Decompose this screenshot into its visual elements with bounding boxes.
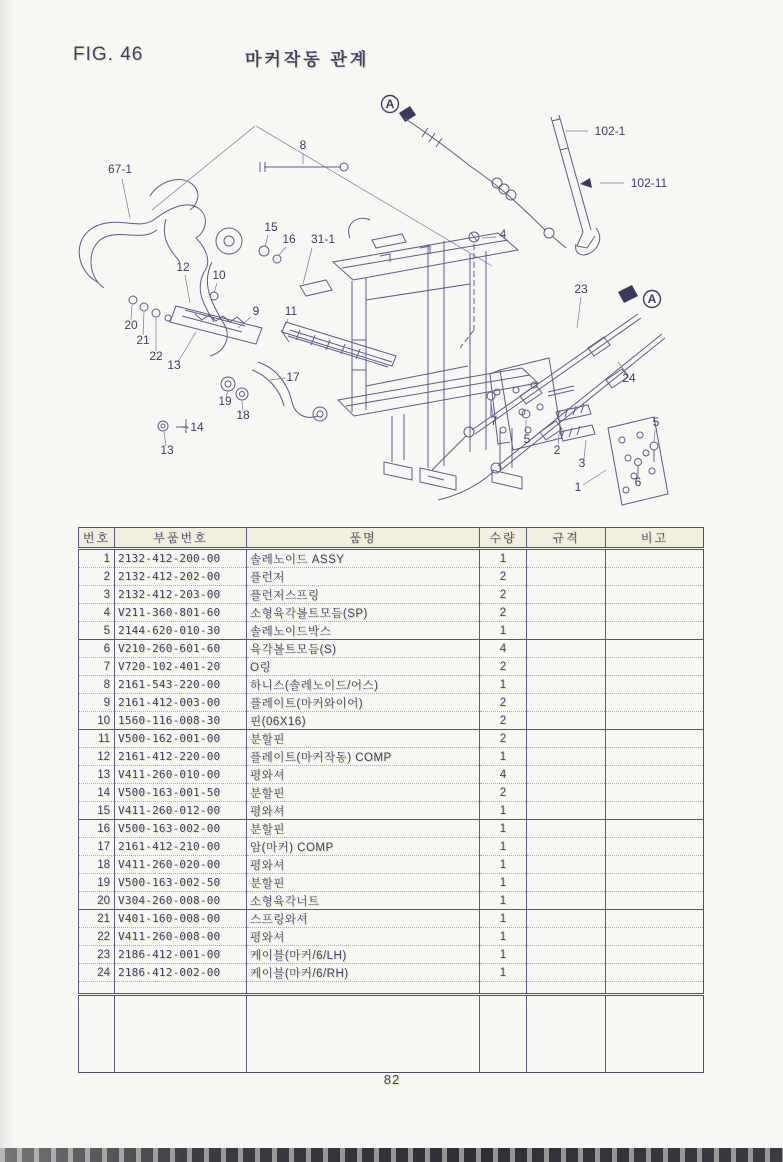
cell [606,748,704,766]
cell: 16 [79,820,115,838]
cell: 2132-412-202-00 [115,568,247,586]
cell: 2186-412-002-00 [115,964,247,982]
cell [527,892,606,910]
table-row [79,586,704,604]
callout-label: 23 [574,282,588,296]
cell [606,604,704,622]
cell: 19 [79,874,115,892]
cell [527,874,606,892]
cell [527,820,606,838]
cell: 스프링와셔 [247,910,480,928]
cell: 암(마커) COMP [247,838,480,856]
cell: 2161-412-210-00 [115,838,247,856]
cell [527,694,606,712]
cell: V411-260-010-00 [115,766,247,784]
cell: 22 [79,928,115,946]
cell [527,982,606,995]
leader-line [270,378,285,380]
cell: 1 [480,676,527,694]
cell: V720-102-401-20 [115,658,247,676]
table-row [79,712,704,730]
cell [606,640,704,658]
table-row [79,604,704,622]
table-row [79,549,704,568]
cell: 3 [79,586,115,604]
scan-bottom-edge [0,1148,783,1162]
cell [527,604,606,622]
leader-line [178,332,196,362]
cell [606,694,704,712]
cell: 17 [79,838,115,856]
part-callout-3 [579,440,586,470]
callout-label: 17 [286,370,300,384]
table-row [79,748,704,766]
cell: 플런저스프링 [247,586,480,604]
part-callout-10 [212,268,226,293]
cell: 평와셔 [247,802,480,820]
cell: 5 [79,622,115,640]
cell [115,982,247,995]
cell: 1 [480,549,527,568]
cell [606,784,704,802]
cell [527,712,606,730]
cell [527,640,606,658]
cell: 1 [480,874,527,892]
cell: 10 [79,712,115,730]
cell: 1 [480,838,527,856]
cell: V411-260-012-00 [115,802,247,820]
cell [606,586,704,604]
cell: 소형육각너트 [247,892,480,910]
cell [79,982,115,995]
cell: 14 [79,784,115,802]
callout-label: 4 [499,227,507,241]
cell: 4 [480,766,527,784]
cell [606,549,704,568]
table-row [79,766,704,784]
cell: 2 [480,604,527,622]
cell [606,658,704,676]
parts-table-header [79,528,704,549]
cell [527,658,606,676]
cell [606,712,704,730]
part-callout-20 [124,305,138,332]
part-callout-13 [160,432,174,457]
cell [527,586,606,604]
leader-line [143,312,144,335]
cell: 육각볼트모듬(S) [247,640,480,658]
figure-number: FIG. 46 [73,44,144,65]
callout-label: 22 [149,349,163,363]
cell: 1 [480,856,527,874]
cell: 2 [480,784,527,802]
cell [247,982,480,995]
cell [527,802,606,820]
cell: 분할핀 [247,784,480,802]
cell: V211-360-801-60 [115,604,247,622]
cell: 플런저 [247,568,480,586]
cell: 평와셔 [247,766,480,784]
column-header: 품명 [247,528,480,549]
part-callout-2 [554,424,561,457]
part-callout-23 [574,282,588,328]
cell: 평와셔 [247,928,480,946]
cell [527,964,606,982]
cell [606,568,704,586]
table-row [79,856,704,874]
column-header: 규격 [527,528,606,549]
cell [527,838,606,856]
cell: 하니스(솔레노이드/어스) [247,676,480,694]
cell: 20 [79,892,115,910]
cell: 4 [480,640,527,658]
cell: 1 [480,946,527,964]
table-row [79,928,704,946]
callout-label: A [385,97,395,111]
callout-label: 24 [622,371,636,385]
callout-label: 13 [160,443,174,457]
cell [606,622,704,640]
cell [606,982,704,995]
table-row [79,568,704,586]
callout-label: 15 [264,220,278,234]
callout-label: 102-11 [630,176,668,190]
cell [480,982,527,995]
cell: 2132-412-203-00 [115,586,247,604]
cell: 9 [79,694,115,712]
cell: 2 [480,658,527,676]
cell: 7 [79,658,115,676]
cell: 1 [79,549,115,568]
cell [527,856,606,874]
cell: 23 [79,946,115,964]
part-callout-5 [524,420,531,446]
cell: V500-163-002-50 [115,874,247,892]
cell [527,910,606,928]
callout-label: 1 [574,480,582,494]
cell [606,946,704,964]
cell [527,748,606,766]
cell: V500-163-002-00 [115,820,247,838]
callout-label: 11 [284,304,298,318]
callout-label: 18 [236,408,250,422]
part-callout-7 [491,402,498,428]
cell: 15 [79,802,115,820]
callout-label: 2 [553,443,561,457]
cell: 1 [480,820,527,838]
cell: V500-163-001-50 [115,784,247,802]
table-row [79,820,704,838]
callout-label: 7 [490,414,498,428]
cell: 13 [79,766,115,784]
cell: 1 [480,928,527,946]
callout-label: 67-1 [107,162,133,176]
parts-table [78,527,704,1073]
callout-label: 16 [282,232,296,246]
cell: 1 [480,910,527,928]
cell: 2186-412-001-00 [115,946,247,964]
page-title: 마커작동 관계 [245,50,370,69]
leader-line [583,470,606,485]
part-callout-18 [236,401,250,422]
cell: 12 [79,748,115,766]
cell: 4 [79,604,115,622]
leader-line [654,430,655,442]
callout-label: A [647,292,657,306]
table-row [79,946,704,964]
cell: 2 [480,568,527,586]
cell: 평와셔 [247,856,480,874]
cell: 1 [480,622,527,640]
part-callout-15 [264,220,278,247]
part-callout-67-1 [108,162,132,218]
callout-label: 5 [523,432,531,446]
column-header: 비고 [606,528,704,549]
cell: 플레이트(마커작동) COMP [247,748,480,766]
table-row [79,838,704,856]
cell: 1560-116-008-30 [115,712,247,730]
cell: 2 [480,730,527,748]
view-marker-A [644,291,661,308]
part-callout-13 [167,332,196,372]
cell: 분할핀 [247,730,480,748]
part-callout-19 [218,391,232,408]
table-row [79,802,704,820]
column-header: 부품번호 [115,528,247,549]
leader-line [577,297,581,328]
cell: 2 [480,712,527,730]
table-row [79,658,704,676]
cell: 1 [480,964,527,982]
cell [527,766,606,784]
cell [527,730,606,748]
cell: 2132-412-200-00 [115,549,247,568]
cell: 솔레노이드 ASSY [247,549,480,568]
part-callout-102-1 [566,124,626,138]
cell [527,946,606,964]
cell: V401-160-008-00 [115,910,247,928]
cell: 소형육각볼트모듬(SP) [247,604,480,622]
callout-label: 8 [299,138,307,152]
table-row [79,640,704,658]
part-callout-8 [300,138,307,164]
callout-label: 9 [252,304,260,318]
part-callout-5 [653,415,660,442]
part-callout-11 [284,304,298,328]
cell: V411-260-020-00 [115,856,247,874]
leader-line [303,248,312,284]
leader-line [265,235,268,247]
column-header: 수량 [480,528,527,549]
callout-label: 14 [190,420,204,434]
leader-line [214,283,217,293]
cell: 핀(06X16) [247,712,480,730]
cell: V210-260-601-60 [115,640,247,658]
cell: 2161-412-003-00 [115,694,247,712]
callout-label: 5 [652,415,660,429]
cell [527,549,606,568]
page-number: 82 [383,1072,401,1087]
cell: O링 [247,658,480,676]
cell [527,622,606,640]
cell: 24 [79,964,115,982]
cell: 케이블(마커/6/LH) [247,946,480,964]
view-marker-A [382,96,399,113]
table-row [79,730,704,748]
cell: 1 [480,892,527,910]
parts-table-footer [79,995,704,1073]
table-row [79,892,704,910]
cell: V411-260-008-00 [115,928,247,946]
part-callout-22 [149,318,163,363]
empty-row [79,982,704,995]
cell [527,676,606,694]
callout-label: 3 [578,456,586,470]
table-row [79,874,704,892]
cell: 솔레노이드박스 [247,622,480,640]
cell: 1 [480,748,527,766]
cell: 21 [79,910,115,928]
cell [606,892,704,910]
cell [606,730,704,748]
callout-label: 13 [167,358,181,372]
exploded-parts-diagram [0,90,783,530]
diagram-callouts [108,96,668,495]
cell [606,766,704,784]
table-row [79,910,704,928]
cell: 8 [79,676,115,694]
callout-label: 19 [218,394,232,408]
cell [527,928,606,946]
cell [606,802,704,820]
cell [606,856,704,874]
table-row [79,676,704,694]
cell: 2161-412-220-00 [115,748,247,766]
table-row [79,784,704,802]
part-callout-31-1 [303,232,335,284]
cell: 2144-620-010-30 [115,622,247,640]
part-callout-21 [136,312,150,347]
part-callout-102-11 [600,176,668,190]
cell [527,784,606,802]
cell: 케이블(마커/6/RH) [247,964,480,982]
cell: 2 [480,694,527,712]
cell [606,676,704,694]
part-callout-12 [176,260,190,303]
table-row [79,694,704,712]
cell: 2161-543-220-00 [115,676,247,694]
callout-label: 12 [176,260,190,274]
cell [606,838,704,856]
leader-line [482,237,496,238]
callout-label: 102-1 [594,124,626,138]
cell: 플레이트(마커와이어) [247,694,480,712]
leader-line [279,247,286,255]
cell [606,820,704,838]
cell: 1 [480,802,527,820]
table-row [79,964,704,982]
cell: 2 [480,586,527,604]
cell: 18 [79,856,115,874]
cell: 2 [79,568,115,586]
table-row [79,622,704,640]
part-callout-16 [279,232,296,255]
callout-label: 21 [136,333,150,347]
callout-label: 10 [212,268,226,282]
callout-label: 31-1 [310,232,336,246]
cell: V304-260-008-00 [115,892,247,910]
cell [527,568,606,586]
leader-line [185,275,190,303]
cell [606,964,704,982]
callout-label: 6 [634,475,642,489]
cell [606,910,704,928]
cell [606,928,704,946]
cell: 분할핀 [247,820,480,838]
leader-line [284,319,288,328]
cell: 11 [79,730,115,748]
part-callout-6 [635,468,642,489]
callout-label: 20 [124,318,138,332]
part-callout-1 [575,470,606,494]
cell: 6 [79,640,115,658]
column-header: 번호 [79,528,115,549]
cell: V500-162-001-00 [115,730,247,748]
cell: 분할핀 [247,874,480,892]
cell [606,874,704,892]
leader-line [122,179,130,218]
